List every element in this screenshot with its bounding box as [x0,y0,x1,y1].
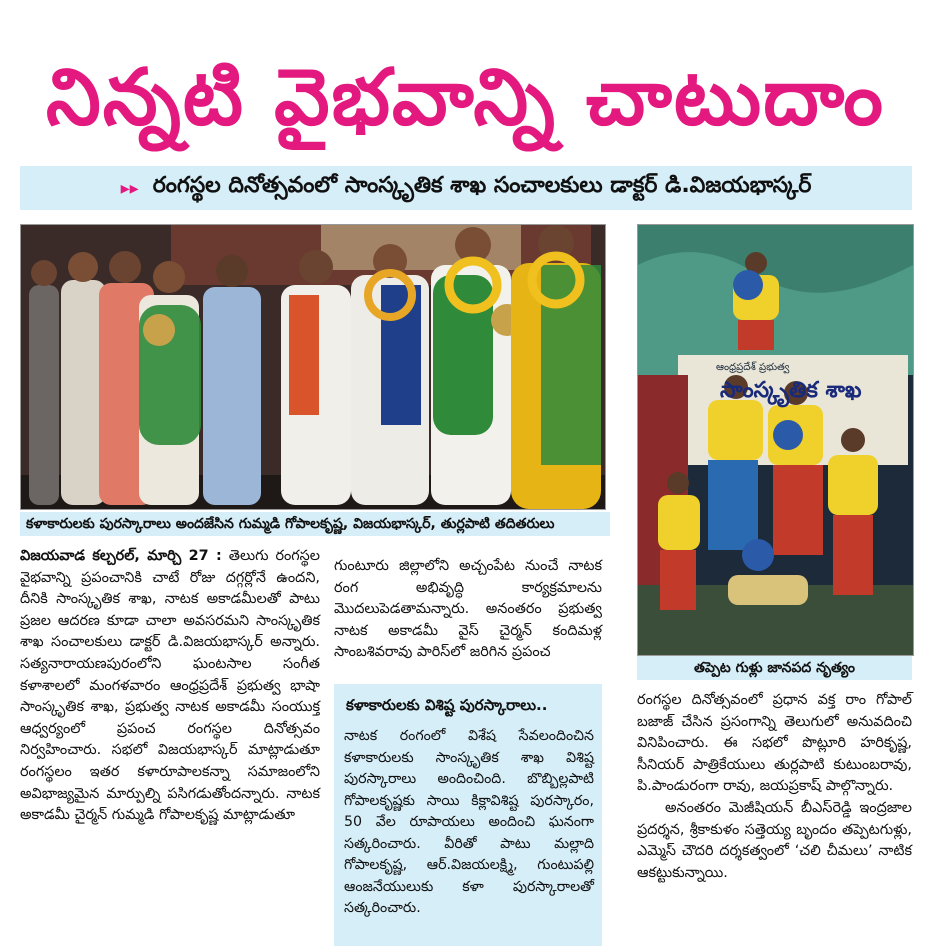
felicitation-photo [20,224,606,510]
awards-sidebar-box [334,684,602,946]
article-column-2 [334,556,602,664]
awards-sidebar-title: కళాకారులకు విశిష్ట పురస్కారాలు.. [346,696,548,714]
subheadline-text: రంగస్థల దినోత్సవంలో సాంస్కృతిక శాఖ సంచాలకులు డాక్టర్ డి.విజయభాస్కర్ [152,173,812,198]
folk-dance-photo [637,224,914,656]
stage-banner-small-text: ఆంధ్రప్రదేశ్ ప్రభుత్వ [716,362,790,373]
article-col3-paragraph-1: రంగస్థల దినోత్సవంలో ప్రధాన వక్త రాం గోపాల్ బజాజ్ చేసిన ప్రసంగాన్ని తెలుగులో అనువదించి వినిపించారు. ఈ సభలో పొట్లూరి హరికృష్ణ, సీనియర్ పాత్రికేయులు తుర్లపాటి కుటుంబరావు, పి.పాండురంగా రావు, జయప్రకాష్ పాల్గొన్నారు. [637,692,912,795]
article-column-3 [637,690,912,884]
headline: నిన్నటి వైభవాన్ని చాటుదాం [46,53,885,143]
article-col1-text: తెలుగు రంగస్థల వైభవాన్ని ప్రపంచానికి చాటే రోజు దగ్గర్లోనే ఉందని, దీనికి సాంస్కృతిక శాఖ, నాటక అకాడమీలతో పాటు ప్రజల ఆదరణ కూడా చాలా అవసరమని సాంస్కృతిక శాఖ సంచాలకులు డాక్టర్ డి.విజయభాస్కర్ అన్నారు. సత్యనారాయణపురంలోని ఘంటసాల సంగీత కళాశాలలో మంగళవారం ఆంధ్రప్రదేశ్ ప్రభుత్వ భాషా సాంస్కృతిక శాఖ, ప్రభుత్వ నాటక అకాడమీ సంయుక్త ఆధ్వర్యంలో ప్రపంచ రంగస్థల దినోత్సవం నిర్వహించారు. సభలో విజయభాస్కర్ మాట్లాడుతూ రంగస్థలం ఇతర కళారూపాలకన్నా సమాజంలోని అవిభాజ్యమైన మార్పుల్ని పసిగడుతోందన్నారు. నాటక అకాడమీ చైర్మన్ గుమ్మడి గోపాలకృష్ణ మాట్లాడుతూ [20,548,320,824]
awards-sidebar-text: నాటక రంగంలో విశేష సేవలందించిన కళాకారులకు సాంస్కృతిక శాఖ విశిష్ట పురస్కారాలు అందించింది. బొబ్బిల్లపాటి గోపాలకృష్ణకు సాయి కిక్లావిశిష్ట పురస్కారం, 50 వేల రూపాయలు అందించి ఘనంగా సత్కరించారు. వీరితో పాటు మల్లాది గోపాలకృష్ణ, ఆర్.విజయలక్ష్మి, గుంటుపల్లి ఆంజనేయులుకు కళా పురస్కారాలతో సత్కరించారు. [344,728,594,916]
dateline: విజయవాడ కల్చరల్, మార్చి 27 : [20,548,222,564]
felicitation-photo-illustration [21,225,605,509]
article-column-1 [20,546,320,827]
article-col2-text: గుంటూరు జిల్లాలోని అచ్చంపేట నుంచే నాటక రంగ అభివృద్ధి కార్యక్రమాలను మొదలుపెడతామన్నారు. అనంతరం ప్రభుత్వ నాటక అకాడమీ వైస్ చైర్మన్ కందిమళ్ల సాంబశివరావు పారిస్‌లో జరిగిన ప్రపంచ [334,558,602,661]
subheadline-bar [20,166,912,210]
stage-banner-large-text: సాంస్కృతిక శాఖ [720,378,862,403]
side-photo-caption: తప్పెట గుళ్లు జానపద నృత్యం [637,656,912,680]
main-photo-caption: కళాకారులకు పురస్కారాలు అందజేసిన గుమ్మడి గోపాలకృష్ణ, విజయభాస్కర్, తుర్లపాటి తదితరులు [20,512,610,536]
folk-dance-photo-illustration [638,225,913,655]
double-chevron-right-icon: ▸▸ [120,177,139,199]
article-col3-paragraph-2: అనంతరం మెజీషియన్ బీఎస్‌రెడ్డి ఇంద్రజాల ప్రదర్శన, శ్రీకాకుళం సత్తెయ్య బృందం తప్పెటగుళ్లు, ఎమ్మెస్ చౌదరి దర్శకత్వంలో ‘చలి చీమలు’ నాటిక ఆకట్టుకున్నాయి. [637,799,912,881]
